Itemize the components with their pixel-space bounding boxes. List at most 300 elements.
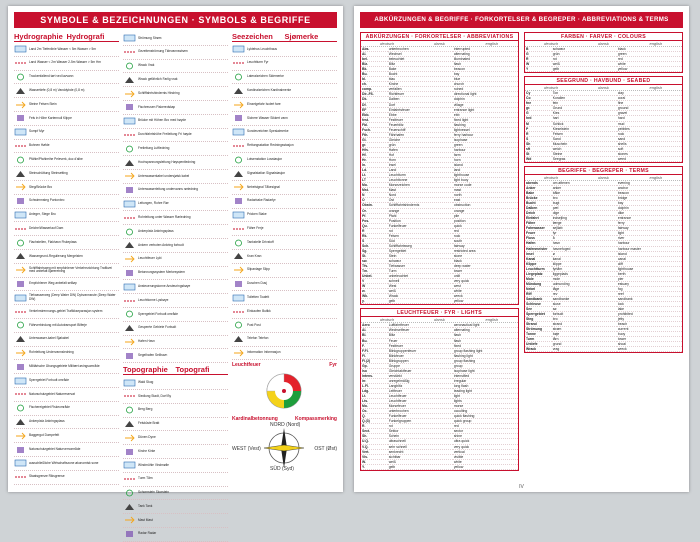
cell-en: dolphin [453, 97, 518, 102]
cell-de: Turm [525, 337, 552, 342]
cell-en: bay [453, 72, 518, 77]
cell-de: Al. [361, 52, 388, 57]
symbol-row [123, 294, 228, 308]
cell-da: sø [552, 307, 617, 312]
symbol-label: Ankerplatz Ankringsplass [138, 228, 174, 233]
cell-en: church [453, 82, 518, 87]
cell-de: Al. [361, 328, 388, 333]
symbol-label: Wald Skog [138, 379, 154, 384]
symbol-label: Mast Mast [138, 517, 153, 522]
symbol-row [232, 209, 337, 223]
cell-da: Bucht [388, 72, 453, 77]
cell-da: dige [552, 211, 617, 216]
pilot-icon [232, 155, 245, 165]
symbol-row [123, 211, 228, 225]
cell-en: ferry [617, 221, 682, 226]
special-icon [232, 127, 245, 137]
wreck3-icon [123, 75, 136, 85]
symbol-row [14, 181, 119, 195]
cell-en: red [617, 57, 682, 62]
cell-en: very quick [453, 279, 518, 284]
church-icon [123, 447, 136, 457]
cell-en: clay [617, 91, 682, 96]
light-icon [232, 44, 245, 54]
cell-da: forbudt [552, 312, 617, 317]
symbol-label: Steinschüttung Steinsetting [29, 170, 68, 175]
symbol-row [123, 239, 228, 253]
cell-da: å [552, 236, 617, 241]
cell-en: directional light [453, 92, 518, 97]
cell-en: dolphin [617, 206, 682, 211]
symbol-label: Toiletten Toalett [247, 294, 270, 299]
symbol-row [232, 291, 337, 305]
cell-de: Dir.-Fß. [361, 92, 388, 97]
cell-de: V.Q. [361, 444, 388, 449]
symbol-label: Wassergrund-Regulierung Mergelsten [29, 253, 83, 258]
cell-de: Abs. [361, 47, 388, 52]
cell-en: anchor [617, 185, 682, 190]
cell-de: Strand [525, 322, 552, 327]
terms-table [525, 181, 682, 353]
firing-icon [14, 403, 27, 413]
cell-de: Bl. [361, 333, 388, 338]
weed-icon [14, 251, 27, 261]
dry-area-icon [14, 72, 27, 82]
ferry2-icon [232, 224, 245, 234]
cell-en: lighthouse [453, 173, 518, 178]
cell-de: fest. [361, 117, 388, 122]
symbol-label: Kardinalzeichen Kardinalmerke [247, 87, 292, 92]
cell-de: R [525, 57, 552, 62]
cell-de: Untiefe [525, 342, 552, 347]
symbol-label: Pfähle/Pfahlreihe Peleverk, duc d'albe [29, 156, 83, 161]
symbol-label: Leuchtfeuer Lykt [138, 256, 162, 261]
abbreviations-box [360, 32, 519, 305]
topography-title [123, 365, 228, 375]
cell-da: Funkelfeuer [388, 223, 453, 228]
symbol-label: Ankern verboten Ankring forbudt [138, 242, 184, 247]
symbol-row [232, 305, 337, 319]
compass-section [232, 362, 337, 472]
symbol-row [123, 445, 228, 459]
cell-da: Morsefeuer [388, 404, 453, 409]
symbol-label: Strömung Strøm [138, 35, 162, 40]
cell-da: bøje [552, 332, 617, 337]
cell-en: fog [617, 286, 682, 291]
symbol-row [14, 471, 119, 485]
symbol-row [14, 84, 119, 98]
cell-de: Iso [361, 368, 388, 373]
cell-en: isophase [453, 137, 518, 142]
beacon-list [232, 43, 337, 360]
cell-da: Sperrgebiet [388, 248, 453, 253]
cell-de: In. [361, 163, 388, 168]
cell-de: F. [361, 343, 388, 348]
cell-da: verfallen [388, 87, 453, 92]
cable-icon [14, 320, 27, 330]
symbol-label: Radar Radar [138, 531, 157, 536]
symbol-label: Gesperrte Gebiete Forbudt [138, 325, 177, 330]
cell-da: weiß [388, 459, 453, 464]
cell-de: Mündung [525, 281, 552, 286]
symbol-row [14, 153, 119, 167]
cell-de: Leuchtturm [525, 266, 552, 271]
cell-en: lightvessel [453, 127, 518, 132]
cell-de: Df. [361, 102, 388, 107]
cell-da: sejlløb [552, 226, 617, 231]
cell-en: ebb [453, 112, 518, 117]
lights-box [360, 308, 519, 470]
symbol-label: Verkehrstrennungs-gebiet Trafikkseparasjon system [29, 308, 103, 313]
hdr-da: dansk [598, 174, 609, 180]
cell-da: weiß [552, 62, 617, 67]
hdr-da: dansk [434, 317, 445, 323]
cell-da: rot [388, 424, 453, 429]
cell-de: R. [361, 424, 388, 429]
cell-en: harbour master [617, 246, 682, 251]
table-row [361, 464, 518, 469]
cell-da: gelb [388, 464, 453, 469]
cell-da: beleuchtet [388, 57, 453, 62]
wc-icon [232, 293, 245, 303]
symbol-label: Unterwasserleitung undervanns rørledning [138, 187, 199, 192]
symbol-row [123, 487, 228, 501]
cell-en: ultra quick [453, 439, 518, 444]
cardinal-compass-icon [262, 426, 306, 473]
symbol-label: Naturschutzgebiet Naturvernområde [29, 446, 81, 451]
light-title-de: Leuchtfeuer [232, 362, 261, 369]
cell-de: G [525, 52, 552, 57]
symbol-label: Berg Berg [138, 407, 153, 412]
hdr-da: dansk [598, 41, 609, 46]
symbol-label: Schwimmsteg Pontonbro [29, 198, 65, 203]
symbol-row [14, 416, 119, 430]
beacon-title-de: Seezeichen [232, 32, 273, 41]
symbol-label: Wrack Vrak [138, 63, 155, 68]
cell-en: sand [617, 136, 682, 141]
cell-en: dike [617, 211, 682, 216]
cell-da: Steine [552, 151, 617, 156]
symbol-label: Nebelsignal Tåkesignal [247, 184, 280, 189]
symbol-row [14, 443, 119, 457]
cell-de: LT [361, 178, 388, 183]
cell-da: Schifffahrtshindernis [388, 203, 453, 208]
symbol-label: Dünen Dyne [138, 434, 156, 439]
cell-da: klippe [552, 261, 617, 266]
cell-da: anker [552, 185, 617, 190]
symbol-label: Telefon Telefon [247, 336, 269, 341]
cell-en: flashing [453, 122, 518, 127]
cell-da: Blinkgruppenfeuer [388, 348, 453, 353]
symbol-row [123, 459, 228, 473]
cell-da: Ton [552, 91, 617, 96]
hdr-en: english [649, 85, 663, 91]
cell-en: hard [617, 116, 682, 121]
cell-de: ch. [361, 82, 388, 87]
cell-da: Luftfahrtfeuer [388, 323, 453, 328]
symbol-row [123, 418, 228, 432]
cell-en: black [453, 258, 518, 263]
cell-de: W [525, 62, 552, 67]
cell-en: pier [617, 276, 682, 281]
cell-en: gravel [617, 111, 682, 116]
mast2-icon [123, 515, 136, 525]
forest-icon [123, 378, 136, 388]
rock-icon [14, 100, 27, 110]
seabed-title: SEEGRUND · HAVBUND · SEABED [525, 77, 682, 85]
tank-icon [123, 502, 136, 512]
cell-en: village [453, 102, 518, 107]
cell-da: Land [388, 168, 453, 173]
water-icon [123, 199, 136, 209]
symbol-label: Fähre Ferje [247, 225, 264, 230]
table-row [361, 299, 518, 304]
mast-icon [123, 158, 136, 168]
right-page [354, 6, 689, 492]
cell-de: F.Fl. [361, 348, 388, 353]
cell-en: river [617, 236, 682, 241]
cell-en: illuminated [453, 57, 518, 62]
cell-de: Irr. [361, 378, 388, 383]
cell-da: Mast [388, 188, 453, 193]
cell-de: Tm. [361, 269, 388, 274]
iso-icon [232, 100, 245, 110]
cell-en: mast [453, 188, 518, 193]
anchor-area-icon [14, 417, 27, 427]
safe-icon [232, 113, 245, 123]
symbol-row [123, 431, 228, 445]
symbol-row [14, 305, 119, 319]
seabed-table [525, 91, 682, 162]
symbol-row [123, 280, 228, 294]
cell-de: Wd [525, 156, 552, 161]
hydrography-title-de: Hydrographie [14, 32, 63, 41]
cell-da: Einfahrtsfeuer [388, 107, 453, 112]
cell-de: Q. [361, 414, 388, 419]
symbol-label: Felsküste Bratt [138, 421, 160, 426]
cell-da: Wechselfeuer [388, 328, 453, 333]
port-icon [14, 238, 27, 248]
cell-da: Fährhafen [388, 132, 453, 137]
cone-icon [123, 309, 136, 319]
cell-de: O [361, 198, 388, 203]
cell-en: tower [617, 337, 682, 342]
cell-de: y. [361, 299, 388, 304]
info-icon [232, 348, 245, 358]
page-number: IV [519, 484, 524, 490]
cell-da: unterbrochen [388, 409, 453, 414]
cell-da: Ebbe [388, 112, 453, 117]
cell-en: harbour [617, 241, 682, 246]
grey-dash-icon [14, 472, 27, 482]
cell-da: unregelmäßig [388, 378, 453, 383]
obstruction-icon [123, 89, 136, 99]
cell-de: Fsch. [361, 127, 388, 132]
cell-de: L.Fl. [361, 383, 388, 388]
cell-da: tåge [552, 286, 617, 291]
cell-da: Nord [388, 193, 453, 198]
hdr-en: english [649, 174, 663, 180]
symbol-label: Betonnungssystem Merkesystem [138, 270, 185, 275]
terms-box [524, 166, 683, 354]
cell-en: red [453, 424, 518, 429]
cell-de: Bucht [525, 201, 552, 206]
symbol-row [14, 457, 119, 471]
cell-en: west [453, 284, 518, 289]
cell-en: white [453, 459, 518, 464]
cell-de: Ld. [361, 168, 388, 173]
cell-en: wreck [453, 294, 518, 299]
symbol-label: Sperrgebiet Forbudt område [29, 377, 70, 382]
depth-number-icon [14, 86, 27, 96]
cell-en: fixed [453, 343, 518, 348]
cell-en: black [617, 47, 682, 52]
symbol-label: Rettungsstation Redningsstasjon [247, 143, 294, 148]
rock-awash-icon [14, 113, 27, 123]
cell-en: deep water [453, 264, 518, 269]
symbol-row [232, 236, 337, 250]
cell-da: Festfeuer [388, 117, 453, 122]
cell-de: bl. [361, 77, 388, 82]
fuel-icon [232, 238, 245, 248]
cell-de: Bake [525, 190, 552, 195]
cell-de: Hafen [525, 241, 552, 246]
symbol-label: Sichere Wasser Sikkert vann [247, 115, 288, 120]
spar-icon [123, 296, 136, 306]
cell-en: fine [617, 101, 682, 106]
cell-da: Festfeuer [388, 343, 453, 348]
cell-en: group [453, 363, 518, 368]
cell-da: weiß [388, 289, 453, 294]
cell-da: Blinkfeuer [388, 353, 453, 358]
cell-da: senkrecht [388, 449, 453, 454]
cell-de: Lt. [361, 173, 388, 178]
cell-da: gelb [388, 299, 453, 304]
moor-icon [123, 240, 136, 250]
symbol-label: Ansteuerungstonne Ansteuringsbøye [138, 283, 191, 288]
cell-en: canal [617, 256, 682, 261]
cell-de: Wk. [361, 294, 388, 299]
cell-de: Bu. [361, 72, 388, 77]
cell-de: Fahrwasser [525, 226, 552, 231]
cell-de: Hafenmeister [525, 246, 552, 251]
cell-de: Mole [525, 276, 552, 281]
symbol-row [123, 46, 228, 60]
cell-en: lighthouse [617, 266, 682, 271]
cell-en: current [617, 327, 682, 332]
symbol-label: Post Post [247, 322, 261, 327]
cell-da: bro [552, 196, 617, 201]
symbol-label: Tiefwasserweg (Deep Water DW) Dybvannsrute (Deep Water DW) [29, 293, 116, 301]
cell-da: Leuchtfeuer [388, 399, 453, 404]
cell-en: light buoy [453, 178, 518, 183]
symbol-label: Kran Kran [247, 253, 262, 258]
lights-title: LEUCHTFEUER · FYR · LIGHTS [361, 309, 518, 317]
cell-en: long flash [453, 383, 518, 388]
chimney-icon [123, 488, 136, 498]
symbol-row [14, 167, 119, 181]
cell-en: prohibited [617, 312, 682, 317]
cell-da: schwarz [388, 258, 453, 263]
cell-da: grün [388, 142, 453, 147]
cell-en: ruined [453, 87, 518, 92]
lights-table [361, 323, 518, 469]
cell-en: vertical [453, 449, 518, 454]
cell-da: mole [552, 276, 617, 281]
cell-da: Leuchtfeuer [388, 394, 453, 399]
cell-de: W [361, 284, 388, 289]
cell-de: Sandbank [525, 296, 552, 301]
cell-da: Dorf [388, 102, 453, 107]
crane-icon [232, 251, 245, 261]
cell-de: Hfn. [361, 147, 388, 152]
cell-en: beacon [617, 190, 682, 195]
cell-en: quick group [453, 419, 518, 424]
cell-da: Blitz [388, 62, 453, 67]
cell-de: Lt. [361, 394, 388, 399]
hydrography-title-en: Hydrografi [66, 32, 105, 41]
cell-de: V [361, 279, 388, 284]
windmill-icon [123, 460, 136, 470]
dam-icon [14, 224, 27, 234]
cell-en: group flashing light [453, 348, 518, 353]
cell-de: Feuer [525, 231, 552, 236]
symbol-label: Naturschutzgebiet Naturreservat [29, 391, 75, 396]
cell-en: alternating [453, 328, 518, 333]
light-title-en: Fyr [329, 362, 337, 369]
cell-en: south [453, 238, 518, 243]
buoy2-icon [123, 282, 136, 292]
cell-de: Tfs. [361, 264, 388, 269]
symbol-row [14, 236, 119, 250]
hdr-en: english [649, 41, 663, 46]
symbol-row [14, 209, 119, 223]
compass-north: NORD (Nord) [270, 422, 301, 429]
symbol-row [14, 222, 119, 236]
cell-da: Kieselstein [552, 126, 617, 131]
symbol-row [14, 112, 119, 126]
right-col-left [360, 32, 519, 482]
cell-da: Dalben [388, 97, 453, 102]
radio-icon [123, 185, 136, 195]
symbol-row [123, 528, 228, 542]
cell-de: sw. [361, 258, 388, 263]
cell-da: Gruppe [388, 363, 453, 368]
symbol-row [14, 195, 119, 209]
symbol-label: Steg/Brücke Bro [29, 184, 53, 189]
cell-en: rock [453, 233, 518, 238]
cell-en: fixed light [453, 117, 518, 122]
cell-en: green [617, 52, 682, 57]
cell-en: entrance [617, 216, 682, 221]
cell-de: St. [361, 253, 388, 258]
cell-de: Nebel [525, 286, 552, 291]
cell-da: Stein [388, 253, 453, 258]
symbol-label: Trockenfallend tørt ved lavvann [29, 74, 74, 79]
right-col-right [524, 32, 683, 482]
cell-da: blau [388, 77, 453, 82]
symbol-label: Hochspannungsleitung Høyspentledning [138, 159, 196, 164]
symbol-row [14, 250, 119, 264]
symbol-row [14, 388, 119, 402]
cell-en: ground [617, 106, 682, 111]
cell-en: berth [617, 271, 682, 276]
cell-en: quick [453, 223, 518, 228]
cell-da: udmunding [552, 281, 617, 286]
cell-en: harbour [453, 147, 518, 152]
cell-da: orange [388, 208, 453, 213]
cell-de: Deich [525, 211, 552, 216]
